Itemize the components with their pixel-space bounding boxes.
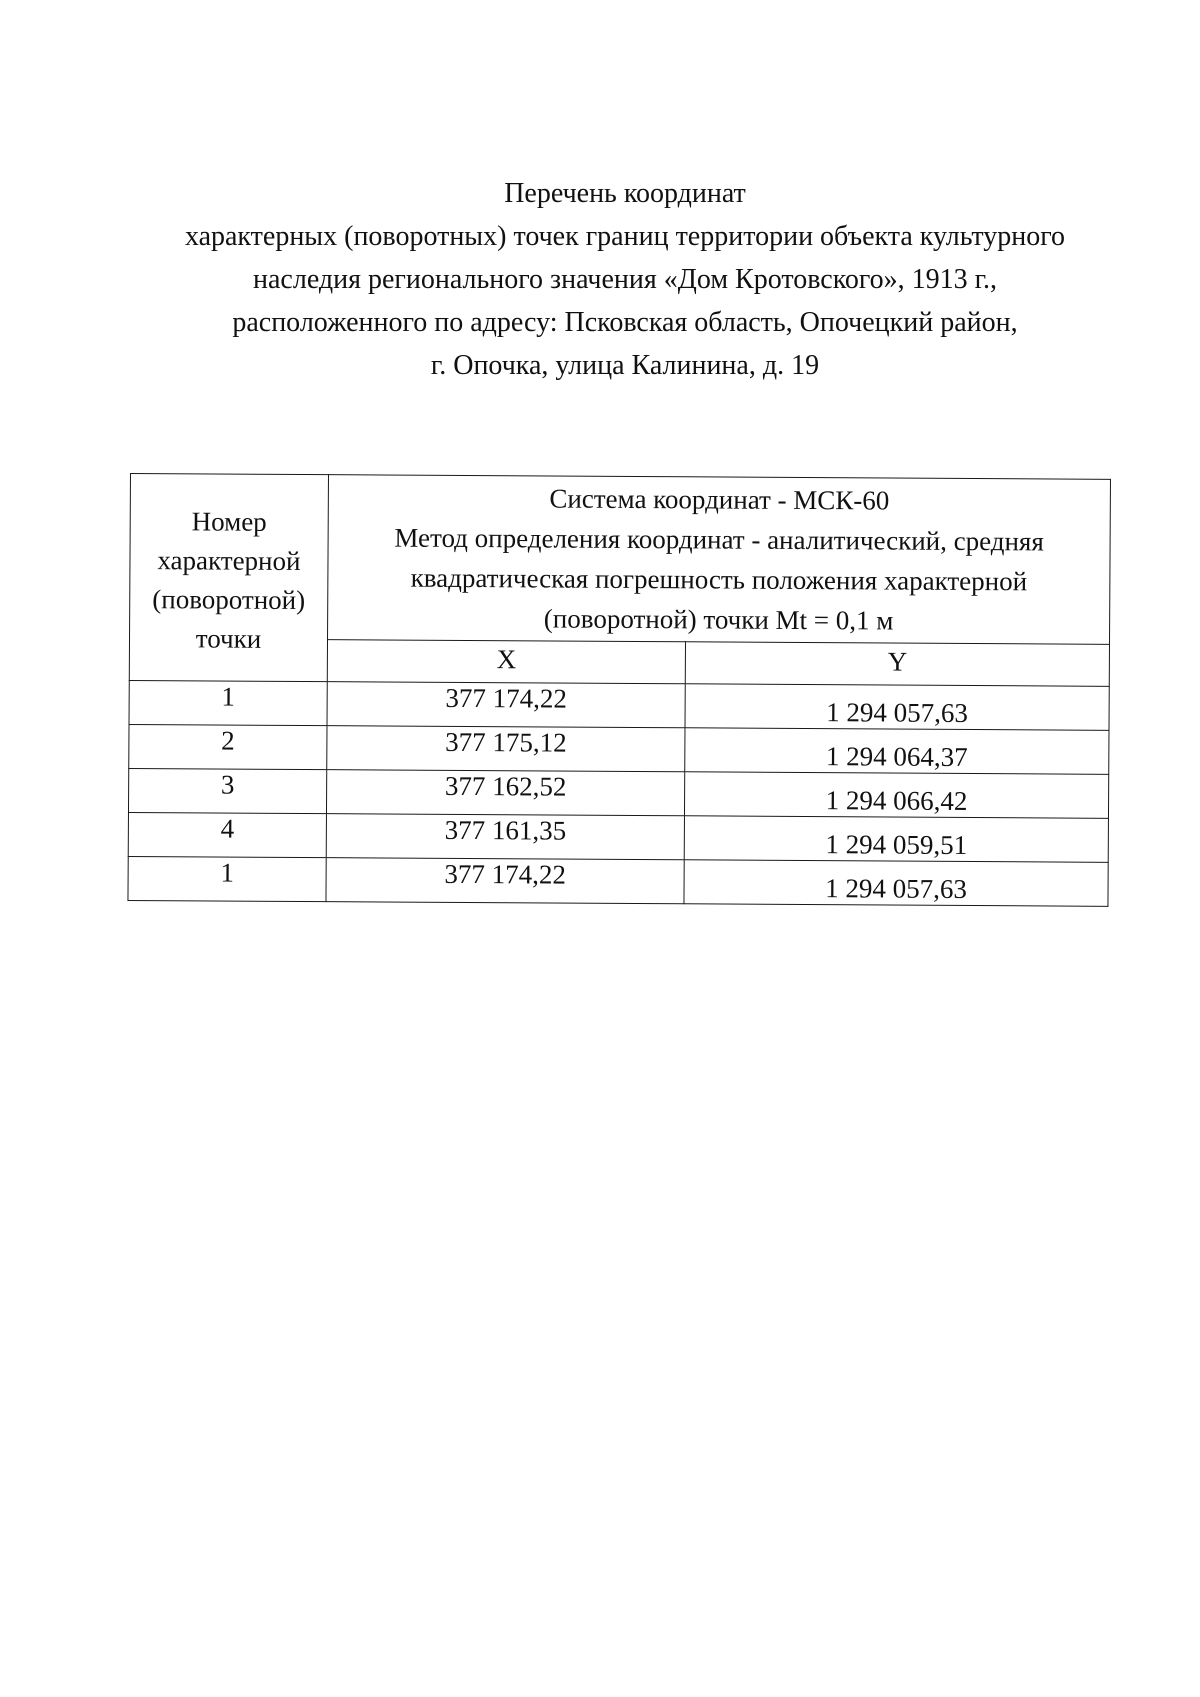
table-header-row — [130, 474, 1111, 645]
document-heading — [130, 172, 1120, 387]
x-value-cell: 377 162,52 — [326, 770, 684, 816]
point-number-cell: 2 — [129, 724, 327, 769]
x-column-header: X — [327, 640, 685, 684]
point-header-line: характерной — [157, 545, 301, 577]
system-header-line: Метод определения координат - аналитический, средняя — [394, 522, 1044, 557]
table-row — [129, 724, 1109, 774]
table-row — [128, 856, 1108, 906]
y-value-cell: 1 294 066,42 — [684, 772, 1108, 819]
system-header-line: Система координат - МСК-60 — [549, 483, 890, 516]
point-number-header — [129, 474, 328, 682]
table-row — [128, 768, 1108, 818]
point-number-cell: 4 — [128, 812, 326, 857]
y-value-cell: 1 294 064,37 — [685, 728, 1109, 775]
system-header-line: (поворотной) точки Mt = 0,1 м — [543, 603, 894, 636]
heading-line-2: характерных (поворотных) точек границ территории объекта культурного — [184, 221, 1066, 252]
x-value-cell: 377 161,35 — [326, 814, 684, 860]
coordinate-system-header — [328, 475, 1111, 645]
point-header-line: Номер — [191, 506, 267, 537]
heading-line-3: наследия регионального значения «Дом Кротовского», 1913 г., — [253, 264, 997, 295]
point-number-cell: 3 — [128, 768, 326, 813]
x-value-cell: 377 175,12 — [327, 726, 685, 772]
coordinates-table — [127, 473, 1111, 907]
y-value-cell: 1 294 059,51 — [684, 816, 1108, 863]
x-value-cell: 377 174,22 — [327, 682, 685, 728]
table-row — [128, 812, 1108, 862]
point-number-cell: 1 — [128, 856, 326, 901]
y-column-header: Y — [685, 642, 1109, 687]
point-header-line: точки — [195, 623, 262, 654]
heading-line-1: Перечень координат — [504, 178, 746, 209]
y-value-cell: 1 294 057,63 — [685, 684, 1109, 731]
x-value-cell: 377 174,22 — [326, 858, 684, 904]
heading-line-4: расположенного по адресу: Псковская область, Опочецкий район, — [232, 307, 1018, 338]
point-number-cell: 1 — [129, 680, 327, 725]
y-value-cell: 1 294 057,63 — [684, 860, 1108, 907]
system-header-line: квадратическая погрешность положения характерной — [410, 562, 1028, 597]
heading-line-5: г. Опочка, улица Калинина, д. 19 — [430, 350, 820, 381]
point-header-line: (поворотной) — [152, 584, 306, 616]
table-row — [129, 680, 1109, 730]
